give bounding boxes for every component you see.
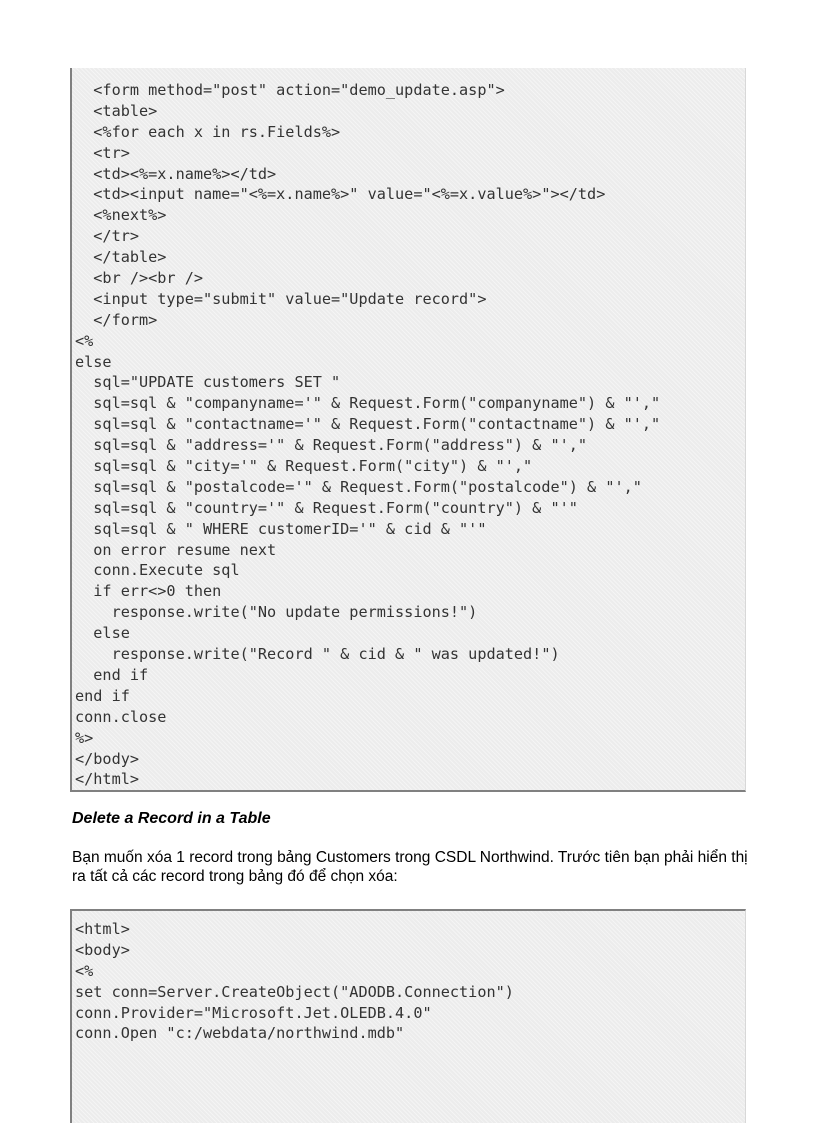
code-line: <table> <box>75 101 158 120</box>
code-line: sql=sql & "contactname='" & Request.Form("contactname") & "'," <box>75 415 661 434</box>
code-line: end if <box>75 686 130 705</box>
code-line: else <box>75 624 130 643</box>
code-line: </html> <box>75 770 140 789</box>
code-line: else <box>75 352 112 371</box>
code-line: <body> <box>75 940 130 959</box>
code-line: <br /><br /> <box>75 269 204 288</box>
code-line: conn.Provider="Microsoft.Jet.OLEDB.4.0" <box>75 1003 432 1022</box>
code-line: <td><%=x.name%></td> <box>75 164 277 183</box>
code-line: sql=sql & " WHERE customerID='" & cid & "'" <box>75 519 487 538</box>
code-line: set conn=Server.CreateObject("ADODB.Connection") <box>75 982 514 1001</box>
code-line: sql=sql & "city='" & Request.Form("city") & "'," <box>75 457 533 476</box>
code-line: <%for each x in rs.Fields%> <box>75 122 341 141</box>
intro-paragraph: Bạn muốn xóa 1 record trong bảng Customers trong CSDL Northwind. Trước tiên bạn phải hiển thị ra tất cả các record trong bảng đó để chọn xóa: <box>72 849 748 885</box>
code-line: sql=sql & "companyname='" & Request.Form("companyname") & "'," <box>75 394 661 413</box>
code-line: on error resume next <box>75 540 277 559</box>
code-block-update <box>70 68 746 792</box>
code-line: <% <box>75 961 94 980</box>
code-line: sql=sql & "address='" & Request.Form("address") & "'," <box>75 436 588 455</box>
code-line: <input type="submit" value="Update record"> <box>75 289 487 308</box>
code-line: conn.Open "c:/webdata/northwind.mdb" <box>75 1024 405 1043</box>
code-line: response.write("No update permissions!") <box>75 603 478 622</box>
code-line: </table> <box>75 248 167 267</box>
code-line: conn.Execute sql <box>75 561 240 580</box>
section-heading: Delete a Record in a Table <box>72 810 271 827</box>
code-line: </body> <box>75 749 140 768</box>
code-block-delete <box>70 909 746 1123</box>
code-line: sql=sql & "country='" & Request.Form("country") & "'" <box>75 498 578 517</box>
code-line: conn.close <box>75 707 167 726</box>
code-line: sql="UPDATE customers SET " <box>75 373 341 392</box>
code-line: <% <box>75 331 94 350</box>
code-line: </form> <box>75 310 158 329</box>
code-line: <html> <box>75 920 130 938</box>
code-line: <td><input name="<%=x.name%>" value="<%=x.value%>"></td> <box>75 185 606 204</box>
code-line: if err<>0 then <box>75 582 222 601</box>
code-line: sql=sql & "postalcode='" & Request.Form("postalcode") & "'," <box>75 477 642 496</box>
code-line: %> <box>75 728 94 747</box>
code-line: end if <box>75 665 149 684</box>
code-line: <form method="post" action="demo_update.asp"> <box>75 81 505 99</box>
code-line: </tr> <box>75 227 140 246</box>
code-line: <%next%> <box>75 206 167 225</box>
code-line: response.write("Record " & cid & " was updated!") <box>75 645 560 664</box>
code-line: <tr> <box>75 143 130 162</box>
